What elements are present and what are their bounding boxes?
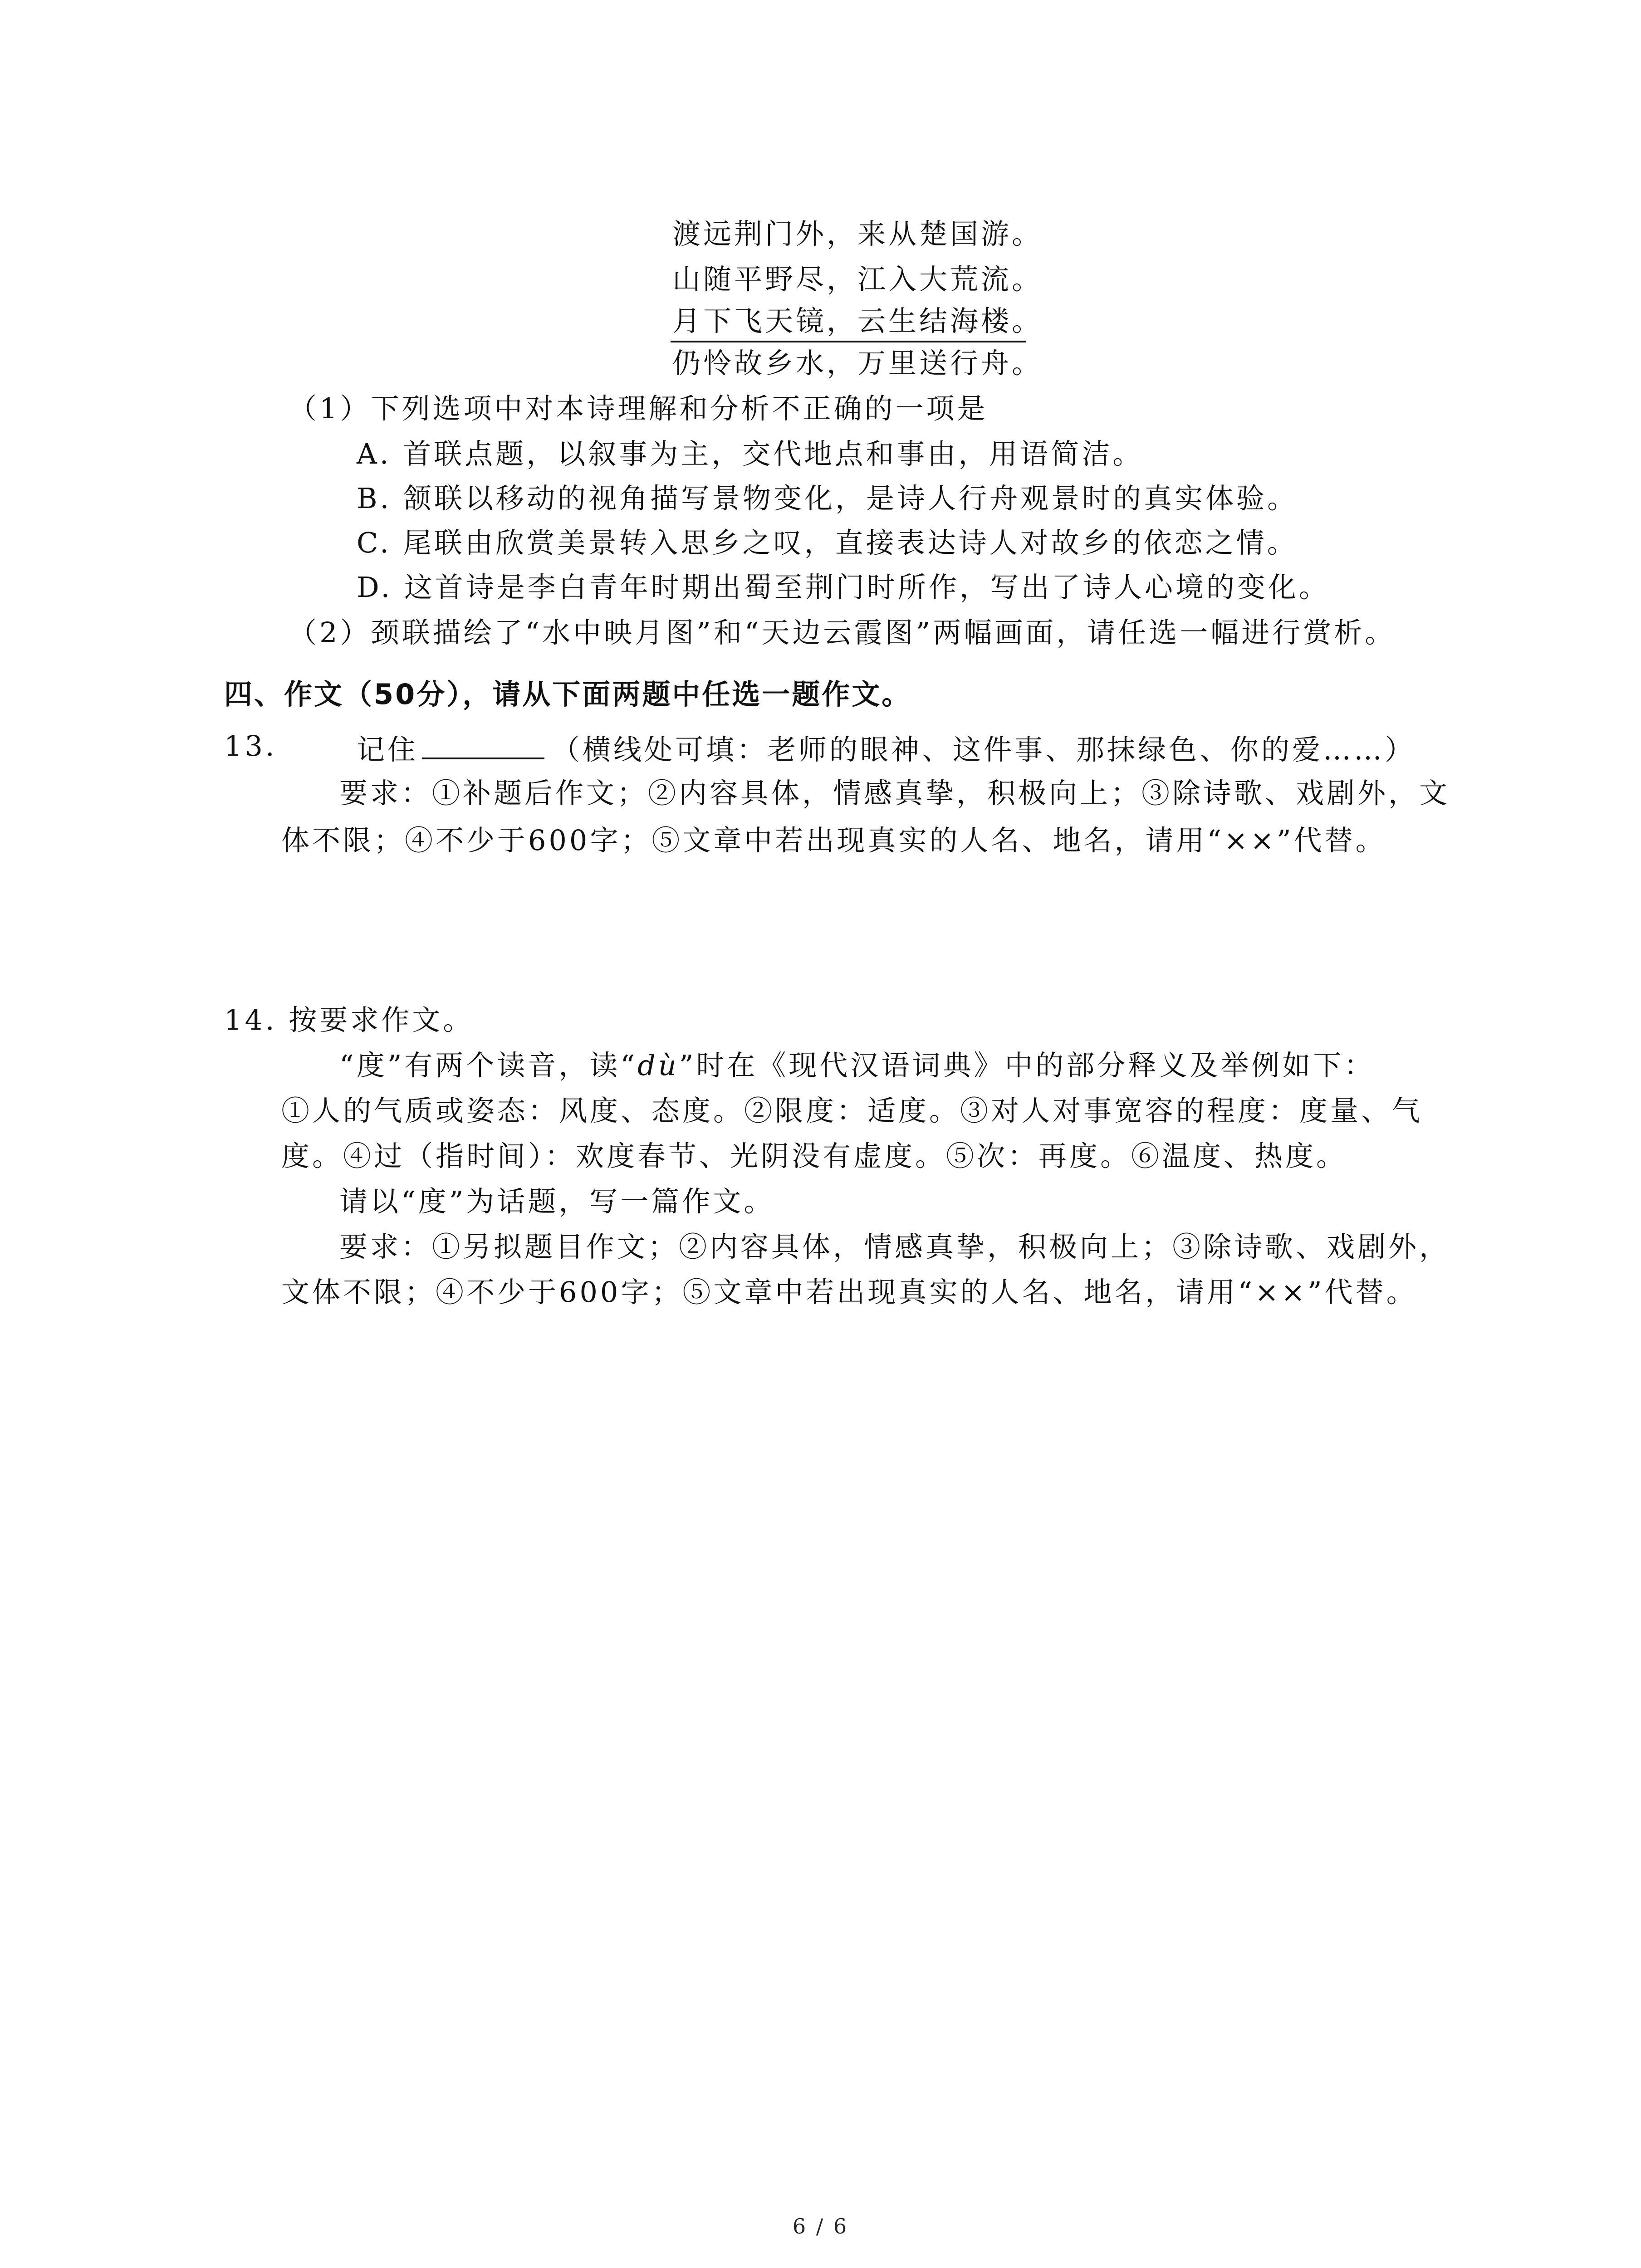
- poem-line-3: 月下飞天镜，云生结海楼。: [672, 304, 1043, 337]
- question-13-requirements-line-2: 体不限；④不少于600字；⑤文章中若出现真实的人名、地名，请用“××”代替。: [281, 824, 1386, 857]
- question-13-blank: [422, 732, 544, 759]
- question-14-intro-after: ”时在《现代汉语词典》中的部分释义及举例如下：: [679, 1049, 1375, 1082]
- question-1-option-c: C. 尾联由欣赏美景转入思乡之叹，直接表达诗人对故乡的依恋之情。: [357, 526, 1298, 559]
- question-14-definitions-line-2: 度。④过（指时间）：欢度春节、光阴没有虚度。⑤次：再度。⑥温度、热度。: [281, 1139, 1347, 1173]
- question-14-requirements-line-2: 文体不限；④不少于600字；⑤文章中若出现真实的人名、地名，请用“××”代替。: [281, 1276, 1417, 1309]
- question-14-requirements-line-1: 要求：①另拟题目作文；②内容具体，情感真挚，积极向上；③除诗歌、戏剧外，: [339, 1230, 1450, 1263]
- question-1-option-d: D. 这首诗是李白青年时期出蜀至荆门时所作，写出了诗人心境的变化。: [357, 571, 1330, 604]
- question-14-intro-before: “度”有两个读音，读“: [339, 1049, 638, 1082]
- page-number: 6 / 6: [792, 2214, 849, 2239]
- question-14-topic: 请以“度”为话题，写一篇作文。: [339, 1185, 775, 1218]
- question-1-option-b: B. 颔联以移动的视角描写景物变化，是诗人行舟观景时的真实体验。: [357, 482, 1298, 515]
- poem-line-1: 渡远荆门外，来从楚国游。: [672, 217, 1043, 250]
- question-1-option-a: A. 首联点题，以叙事为主，交代地点和事由，用语简洁。: [357, 437, 1144, 470]
- question-1-prompt: （1）下列选项中对本诗理解和分析不正确的一项是: [289, 392, 988, 425]
- question-13-hint: （横线处可填：老师的眼神、这件事、那抹绿色、你的爱……）: [552, 733, 1416, 766]
- question-14-title: 14. 按要求作文。: [224, 1003, 474, 1036]
- question-14-pinyin: dù: [637, 1049, 679, 1082]
- poem-line-4: 仍怜故乡水，万里送行舟。: [672, 347, 1043, 380]
- question-13-title-line: [357, 732, 1416, 764]
- question-14-definitions-line-1: ①人的气质或姿态：风度、态度。②限度：适度。③对人对事宽容的程度：度量、气: [281, 1094, 1423, 1127]
- question-13-number: 13.: [224, 729, 277, 763]
- question-14-intro: [339, 1051, 1375, 1080]
- question-13-requirements-line-1: 要求：①补题后作文；②内容具体，情感真挚，积极向上；③除诗歌、戏剧外，文: [339, 777, 1450, 810]
- poem-line-2: 山随平野尽，江入大荒流。: [672, 263, 1043, 296]
- poem-underline: [671, 341, 1026, 342]
- question-2-prompt: （2）颈联描绘了“水中映月图”和“天边云霞图”两幅画面，请任选一幅进行赏析。: [289, 616, 1396, 649]
- question-13-prefix: 记住: [357, 733, 419, 766]
- section-4-heading: 四、作文（50分），请从下面两题中任选一题作文。: [224, 678, 912, 711]
